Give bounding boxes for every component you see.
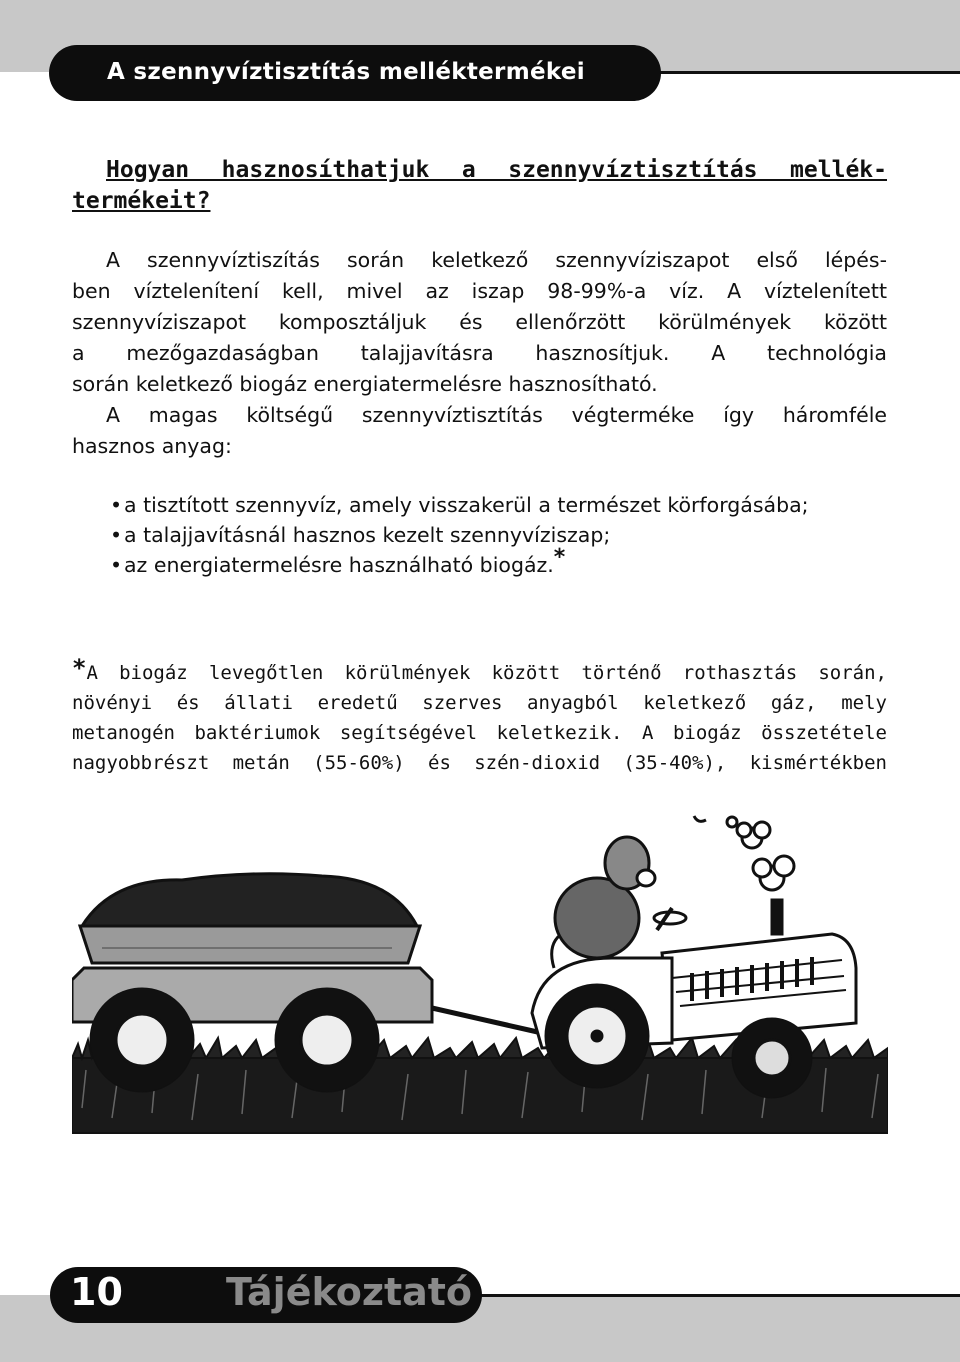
list-item: • a talajjavításnál hasznos kezelt szennyvíziszap; xyxy=(110,520,870,550)
paragraph-line: A szennyvíztiszítás során keletkező szennyvíziszapot első lépés- xyxy=(106,248,887,272)
footnote-line: nagyobbrészt metán (55-60%) és szén-dioxid (35-40%), kismértékben xyxy=(72,752,887,774)
paragraph-line: során keletkező biogáz energiatermelésre hasznosítható. xyxy=(72,372,658,396)
paragraph-line: ben víztelenítení kell, mivel az iszap 98-99%-a víz. A víztelenített xyxy=(72,279,887,303)
exhaust-smoke xyxy=(694,816,794,890)
footnote-reference: * xyxy=(553,545,566,570)
footnote-line: metanogén baktériumok segítségével keletkezik. A biogáz összetétele xyxy=(72,722,887,744)
header-title: A szennyvíztisztítás melléktermékei xyxy=(107,59,585,85)
by-products-list xyxy=(110,490,870,581)
footer-rule xyxy=(470,1294,960,1297)
header-banner xyxy=(49,45,661,101)
paragraph-line: hasznos anyag: xyxy=(72,434,232,458)
paragraph-line: A magas költségű szennyvíztisztítás végterméke így háromféle xyxy=(106,403,887,427)
footnote xyxy=(72,656,887,778)
list-item: • az energiatermelésre használható biogáz.* xyxy=(110,550,870,581)
tractor-with-trailer-illustration xyxy=(72,808,888,1138)
paragraph-line: a mezőgazdaságban talajjavításra hasznosítjuk. A technológia xyxy=(72,341,887,365)
list-item: • a tisztított szennyvíz, amely visszakerül a természet körforgásába; xyxy=(110,490,870,520)
footnote-line: *A biogáz levegőtlen körülmények között történő rothasztás során, xyxy=(72,654,887,684)
footnote-marker: * xyxy=(72,654,87,682)
footnote-line: növényi és állati eredetű szerves anyagból keletkező gáz, mely xyxy=(72,692,887,714)
tractor-driver xyxy=(555,837,686,958)
question-heading xyxy=(72,155,887,217)
question-line-1: Hogyan hasznosíthatjuk a szennyvíztisztítás mellék- xyxy=(106,157,887,183)
paragraph-summary xyxy=(72,400,887,462)
paragraph-intro xyxy=(72,245,887,400)
page-number: 10 xyxy=(70,1270,123,1314)
question-line-2: termékeit? xyxy=(72,188,211,214)
paragraph-line: szennyvíziszapot komposztáljuk és ellenőrzött körülmények között xyxy=(72,310,887,334)
footer-title: Tájékoztató xyxy=(226,1270,473,1314)
